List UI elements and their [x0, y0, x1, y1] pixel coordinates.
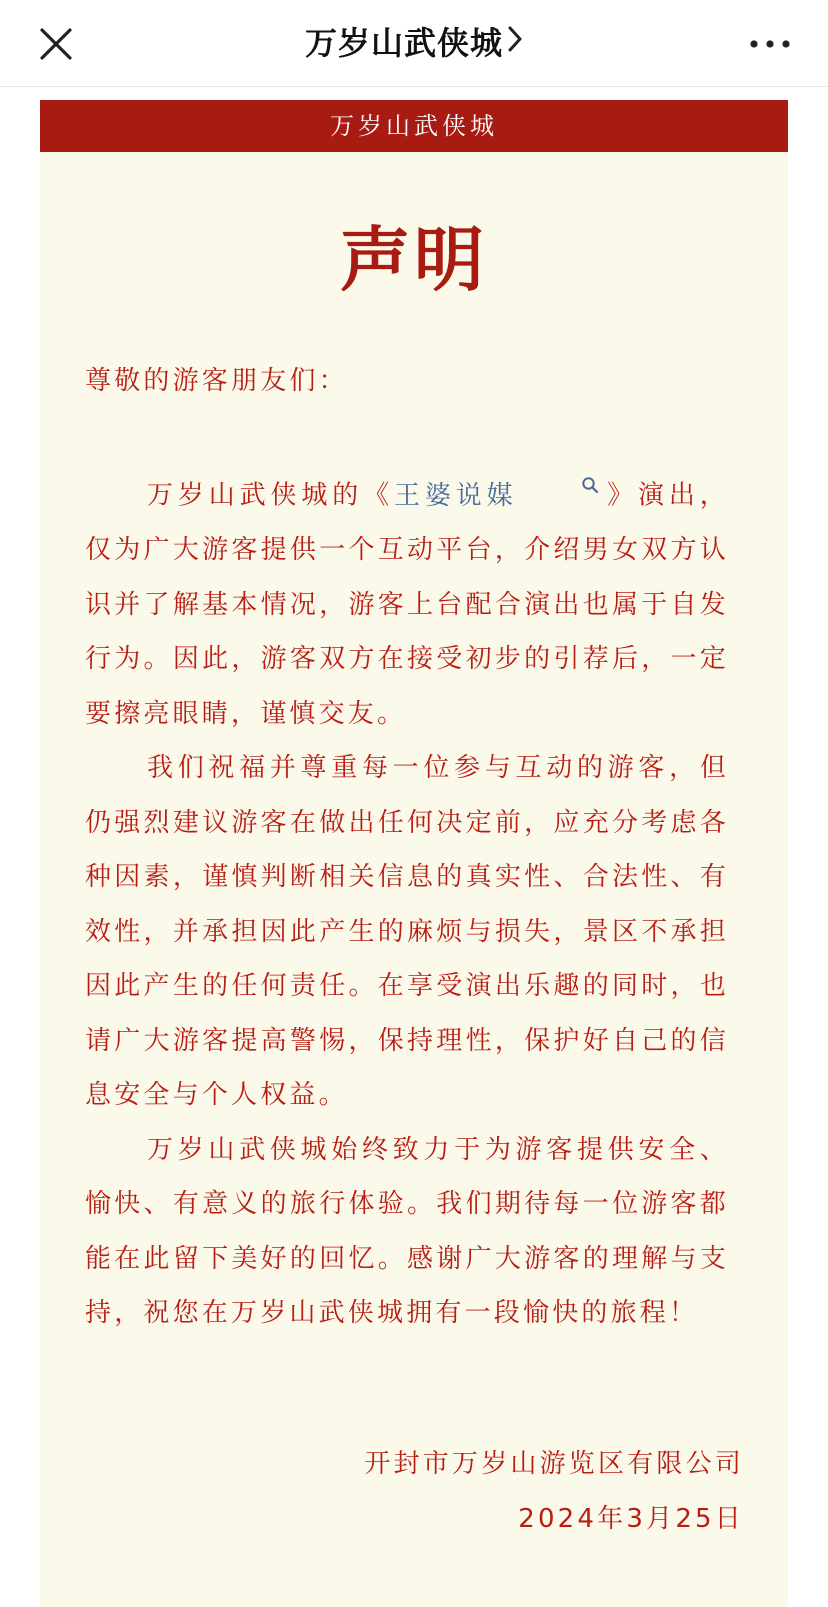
article-banner: 万岁山武侠城 — [40, 100, 788, 152]
search-keyword: 王婆说媒 — [393, 480, 518, 511]
statement-paragraphs — [85, 459, 729, 1341]
paragraph-1-suffix: 》演出，仅为广大游客提供一个互动平台，介绍男女双方认识并了解基本情况，游客上台配合演出也属于自发行为。因此，游客双方在接受初步的引荐后，一定要擦亮眼睛，谨慎交友。 — [85, 480, 729, 729]
top-nav-bar — [0, 0, 828, 87]
statement-heading: 声明 — [340, 219, 488, 301]
search-icon — [519, 459, 599, 514]
paragraph-1 — [85, 459, 729, 741]
search-keyword-link[interactable] — [394, 481, 606, 511]
article-body — [40, 100, 788, 1607]
chevron-right-icon — [507, 19, 523, 65]
company-signature: 开封市万岁山游览区有限公司 — [364, 1449, 744, 1479]
more-options-button[interactable] — [748, 30, 792, 58]
more-horizontal-icon — [748, 30, 792, 58]
paragraph-2: 我们祝福并尊重每一位参与互动的游客，但仍强烈建议游客在做出任何决定前，应充分考虑各种因素，谨慎判断相关信息的真实性、合法性、有效性，并承担因此产生的麻烦与损失，景区不承担因此产生的任何责任。在享受演出乐趣的同时，也请广大游客提高警惕，保持理性，保护好自己的信息安全与个人权益。 — [85, 753, 729, 1111]
account-name: 万岁山武侠城 — [304, 24, 503, 62]
statement-date: 2024年3月25日 — [518, 1504, 744, 1534]
nav-title — [0, 20, 828, 66]
account-name-link[interactable] — [305, 20, 523, 66]
paragraph-3: 万岁山武侠城始终致力于为游客提供安全、愉快、有意义的旅行体验。我们期待每一位游客都能在此留下美好的回忆。感谢广大游客的理解与支持，祝您在万岁山武侠城拥有一段愉快的旅程！ — [85, 1134, 729, 1329]
paragraph-1-prefix: 万岁山武侠城的《 — [147, 480, 394, 511]
greeting: 尊敬的游客朋友们： — [85, 366, 348, 396]
